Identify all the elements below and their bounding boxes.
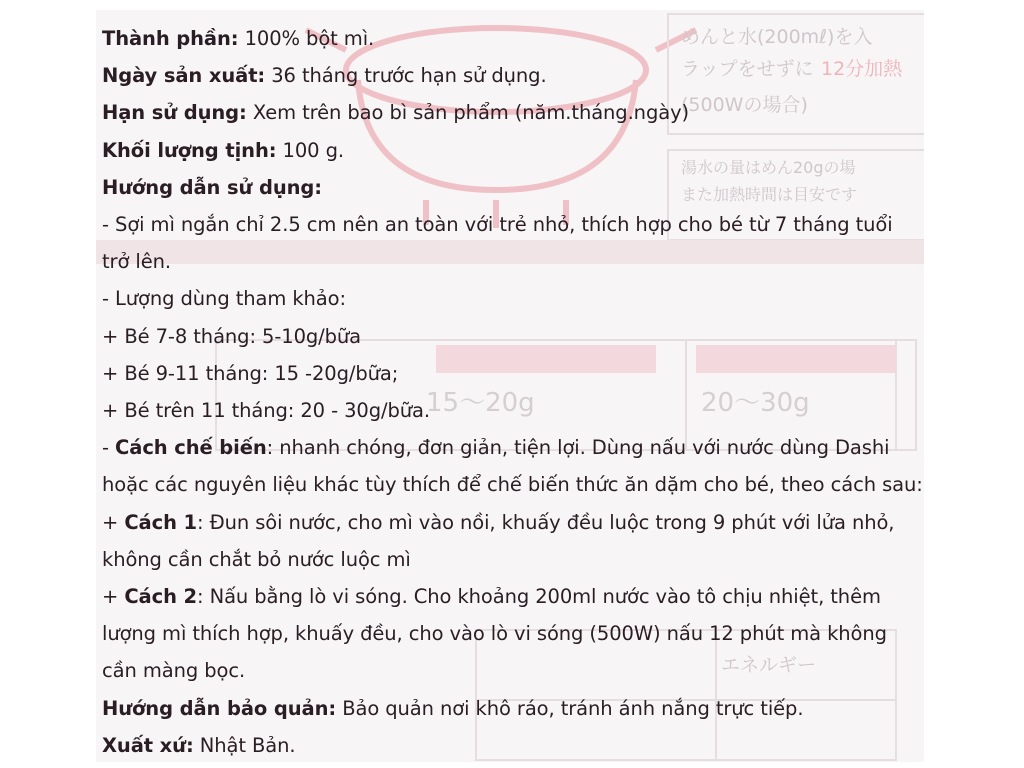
bg-jp-line-4: 湯水の量はめん20gの場 [681, 158, 856, 177]
origin-label: Xuất xứ: [102, 733, 194, 757]
net-weight-label: Khối lượng tịnh: [102, 138, 277, 162]
bg-table-value-2: 20～30g [701, 388, 810, 418]
bg-jp-energy: エネルギー [721, 654, 817, 676]
prep-label: Cách chế biến [115, 436, 267, 460]
expiry-value: Xem trên bao bì sản phẩm (năm.tháng.ngày) [252, 101, 690, 125]
bg-jp-line-2a: ラップをせずに [681, 58, 814, 80]
prep-text-1: : nhanh chóng, đơn giản, tiện lợi. Dùng nấu với nước dùng Dashi [266, 436, 890, 460]
method-2-label: Cách 2 [124, 585, 198, 609]
net-weight-value: 100 g. [282, 138, 344, 162]
expiry-label: Hạn sử dụng: [102, 101, 247, 125]
usage-line-2: trở lên. [102, 250, 171, 274]
prep-line-1 [102, 429, 922, 466]
method-1-line-1 [102, 504, 922, 541]
method-2-prefix: + [102, 585, 125, 609]
product-label [96, 10, 924, 762]
storage-row [102, 690, 922, 727]
method-2-line-1 [102, 578, 922, 615]
bg-jp-line-2b: 12分加熱 [821, 58, 903, 80]
manufacture-date-row [102, 57, 922, 94]
dosage-item-2: + Bé 9-11 tháng: 15 -20g/bữa; [102, 361, 399, 385]
dosage-item-1: + Bé 7-8 tháng: 5-10g/bữa [102, 324, 362, 348]
origin-row [102, 727, 922, 762]
usage-heading: Hướng dẫn sử dụng: [102, 175, 322, 199]
bg-table-value-1: 15～20g [426, 388, 535, 418]
method-1-text-1: : Đun sôi nước, cho mì vào nồi, khuấy đều luộc trong 9 phút với lửa nhỏ, [197, 510, 895, 534]
prep-prefix: - [102, 436, 116, 460]
usage-line-1: - Sợi mì ngắn chỉ 2.5 cm nên an toàn với trẻ nhỏ, thích hợp cho bé từ 7 tháng tuổi [102, 213, 893, 237]
method-2-line-3: cần màng bọc. [102, 659, 246, 683]
method-1-prefix: + [102, 510, 125, 534]
storage-value: Bảo quản nơi khô ráo, tránh ánh nắng trực tiếp. [342, 696, 804, 720]
bg-jp-line-5: また加熱時間は目安です [681, 185, 858, 204]
product-info-text [102, 20, 922, 762]
method-2-text-1: : Nấu bằng lò vi sóng. Cho khoảng 200ml nước vào tô chịu nhiệt, thêm [197, 585, 881, 609]
ingredients-value: 100% bột mì. [244, 27, 375, 50]
ingredients-label: Thành phần: [102, 27, 239, 50]
bg-jp-line-3: (500Wの場合) [681, 94, 808, 116]
origin-value: Nhật Bản. [199, 733, 296, 757]
manufacture-date-label: Ngày sản xuất: [102, 64, 266, 88]
storage-label: Hướng dẫn bảo quản: [102, 696, 337, 720]
bg-jp-line-1: めんと水(200mℓ)を入 [681, 26, 873, 48]
net-weight-row [102, 132, 922, 169]
expiry-row [102, 94, 922, 131]
prep-line-2: hoặc các nguyên liệu khác tùy thích để chế biến thức ăn dặm cho bé, theo cách sau: [102, 473, 923, 497]
ingredients-row [102, 20, 922, 57]
dosage-item-3: + Bé trên 11 tháng: 20 - 30g/bữa. [102, 399, 430, 423]
dosage-heading: - Lượng dùng tham khảo: [102, 287, 346, 311]
method-1-line-2: không cần chắt bỏ nước luộc mì [102, 547, 411, 571]
method-1-label: Cách 1 [124, 510, 198, 534]
method-2-line-2: lượng mì thích hợp, khuấy đều, cho vào lò vi sóng (500W) nấu 12 phút mà không [102, 622, 887, 646]
manufacture-date-value: 36 tháng trước hạn sử dụng. [271, 64, 547, 88]
